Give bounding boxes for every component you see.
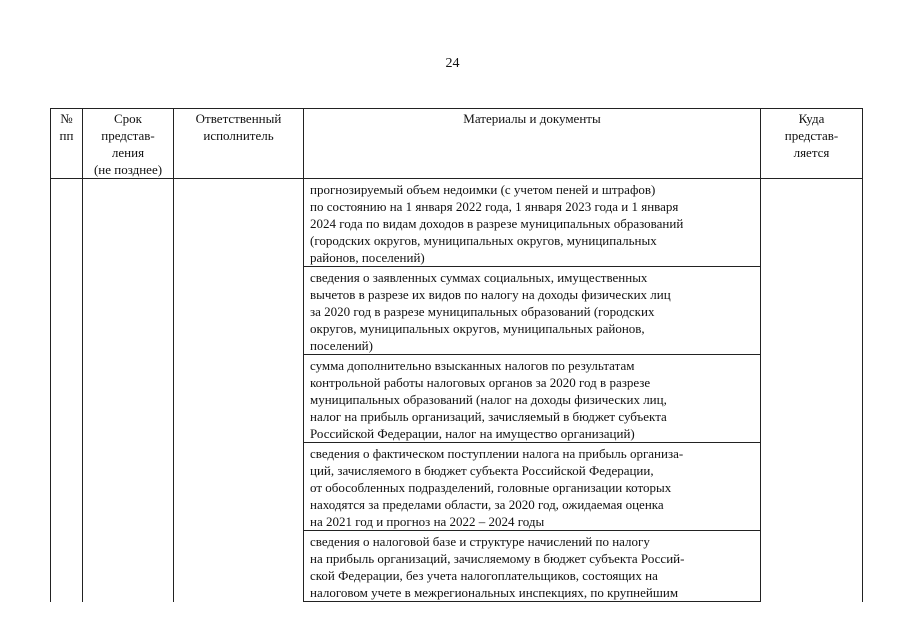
executor-cell bbox=[174, 179, 304, 602]
table-header-row bbox=[51, 109, 863, 179]
table-row bbox=[51, 179, 863, 267]
text-line: за 2020 год в разрезе муниципальных образований (городских bbox=[310, 304, 655, 319]
header-line: Куда bbox=[798, 111, 825, 126]
text-line: вычетов в разрезе их видов по налогу на доходы физических лиц bbox=[310, 287, 671, 302]
text-line: ций, зачисляемого в бюджет субъекта Российской Федерации, bbox=[310, 463, 654, 478]
text-line: районов, поселений) bbox=[310, 250, 425, 265]
text-line: контрольной работы налоговых органов за 2020 год в разрезе bbox=[310, 375, 651, 390]
header-line: (не позднее) bbox=[93, 162, 163, 177]
text-line: муниципальных образований (налог на доходы физических лиц, bbox=[310, 392, 667, 407]
text-line: сведения о заявленных суммах социальных, имущественных bbox=[310, 270, 648, 285]
header-destination bbox=[761, 109, 863, 179]
materials-cell bbox=[304, 267, 761, 355]
text-line: прогнозируемый объем недоимки (с учетом пеней и штрафов) bbox=[310, 182, 656, 197]
materials-cell bbox=[304, 531, 761, 602]
text-line: налоговом учете в межрегиональных инспекциях, по крупнейшим bbox=[310, 585, 679, 600]
deadline-cell bbox=[83, 179, 174, 602]
destination-cell bbox=[761, 179, 863, 602]
header-num bbox=[51, 109, 83, 179]
text-line: на прибыль организаций, зачисляемому в бюджет субъекта Россий- bbox=[310, 551, 685, 566]
text-line: 2024 года по видам доходов в разрезе муниципальных образований bbox=[310, 216, 684, 231]
text-line: на 2021 год и прогноз на 2022 – 2024 годы bbox=[310, 514, 545, 529]
text-line: от обособленных подразделений, головные организации которых bbox=[310, 480, 672, 495]
text-line: сумма дополнительно взысканных налогов по результатам bbox=[310, 358, 635, 373]
text-line: сведения о налоговой базе и структуре начислений по налогу bbox=[310, 534, 650, 549]
header-line: представ- bbox=[784, 128, 839, 143]
header-line: Срок bbox=[114, 111, 142, 126]
header-line: Материалы и документы bbox=[463, 111, 601, 126]
header-line: представ- bbox=[101, 128, 155, 143]
header-line: исполнитель bbox=[203, 128, 274, 143]
text-line: налог на прибыль организаций, зачисляемый в бюджет субъекта bbox=[310, 409, 667, 424]
text-line: находятся за пределами области, за 2020 год, ожидаемая оценка bbox=[310, 497, 664, 512]
header-line: № bbox=[60, 111, 73, 126]
materials-cell bbox=[304, 179, 761, 267]
text-line: поселений) bbox=[310, 338, 373, 353]
text-line: сведения о фактическом поступлении налога на прибыль организа- bbox=[310, 446, 684, 461]
num-cell bbox=[51, 179, 83, 602]
text-line: по состоянию на 1 января 2022 года, 1 января 2023 года и 1 января bbox=[310, 199, 679, 214]
text-line: округов, муниципальных округов, муниципальных районов, bbox=[310, 321, 645, 336]
text-line: Российской Федерации, налог на имущество организаций) bbox=[310, 426, 635, 441]
header-line: Ответственный bbox=[195, 111, 282, 126]
header-line: ления bbox=[111, 145, 145, 160]
header-deadline bbox=[83, 109, 174, 179]
header-materials bbox=[304, 109, 761, 179]
materials-table bbox=[50, 108, 863, 602]
text-line: ской Федерации, без учета налогоплательщиков, состоящих на bbox=[310, 568, 658, 583]
header-executor bbox=[174, 109, 304, 179]
text-line: (городских округов, муниципальных округов, муниципальных bbox=[310, 233, 657, 248]
materials-cell bbox=[304, 355, 761, 443]
header-line: пп bbox=[59, 128, 74, 143]
header-line: ляется bbox=[793, 145, 830, 160]
page-number: 24 bbox=[445, 56, 460, 71]
materials-cell bbox=[304, 443, 761, 531]
